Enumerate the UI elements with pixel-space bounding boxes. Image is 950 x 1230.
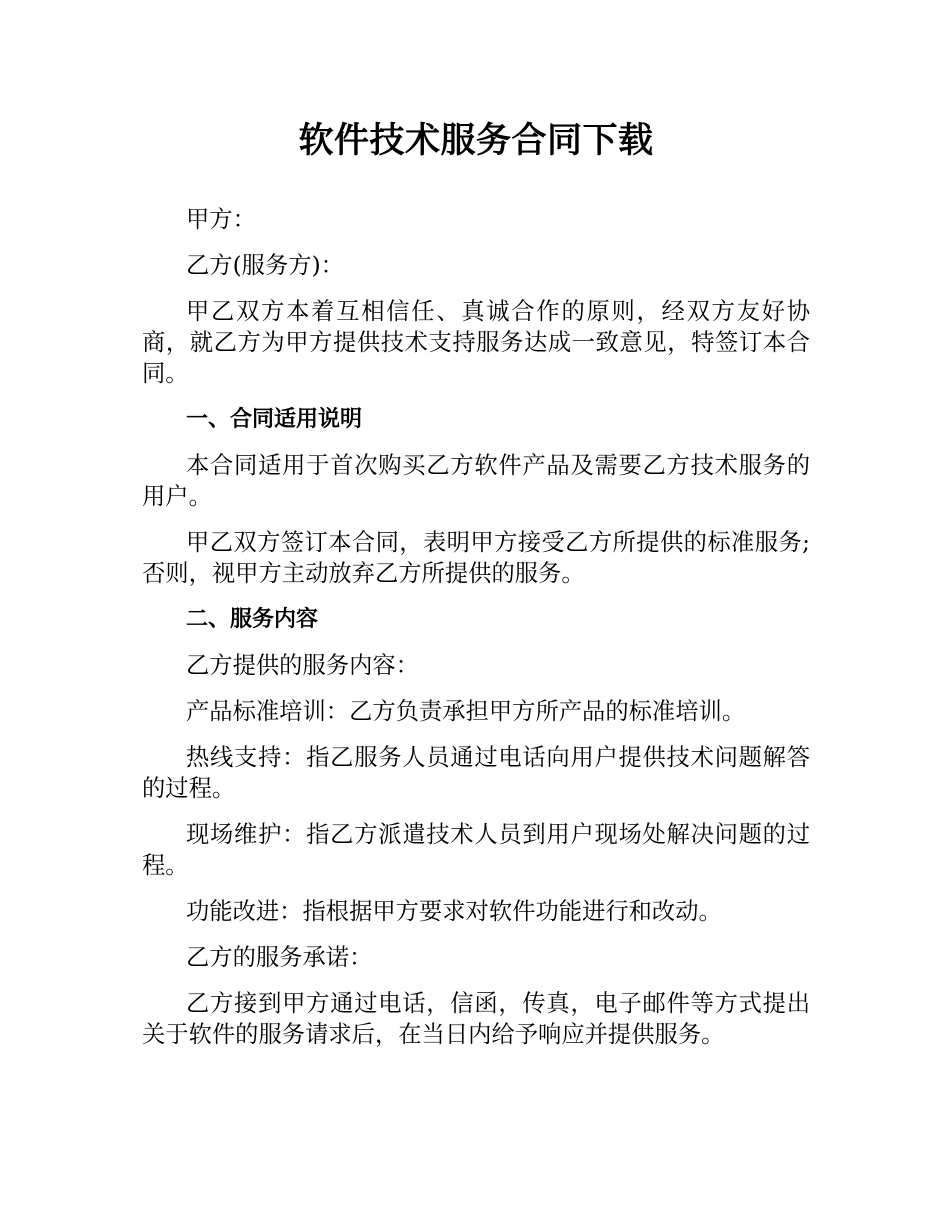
party-a: 甲方：	[186, 206, 256, 233]
party-b: 乙方(服务方)：	[186, 252, 344, 279]
service-hotline: 热线支持：指乙服务人员通过电话向用户提供技术问题解答的过程。	[142, 744, 810, 802]
acceptance-paragraph: 甲乙双方签订本合同，表明甲方接受乙方所提供的标准服务;否则，视甲方主动放弃乙方所提供的服务。	[142, 529, 810, 587]
scope-paragraph: 本合同适用于首次购买乙方软件产品及需要乙方技术服务的用户。	[142, 452, 810, 510]
document-page	[142, 0, 810, 1065]
commitment-intro: 乙方的服务承诺：	[186, 944, 373, 971]
document-body	[142, 204, 810, 1050]
service-onsite: 现场维护：指乙方派遣技术人员到用户现场处解决问题的过程。	[142, 821, 810, 879]
service-improvement: 功能改进：指根据甲方要求对软件功能进行和改动。	[186, 898, 722, 925]
section-1-heading: 一、合同适用说明	[186, 407, 363, 432]
commitment-response: 乙方接到甲方通过电话，信函，传真，电子邮件等方式提出关于软件的服务请求后，在当日内给予响应并提供服务。	[142, 990, 810, 1048]
service-content-intro: 乙方提供的服务内容：	[186, 652, 419, 679]
service-training: 产品标准培训：乙方负责承担甲方所产品的标准培训。	[186, 698, 746, 725]
preamble: 甲乙双方本着互相信任、真诚合作的原则，经双方友好协商，就乙方为甲方提供技术支持服务达成一致意见，特签订本合同。	[142, 298, 810, 387]
section-2-heading: 二、服务内容	[186, 607, 319, 632]
document-title: 软件技术服务合同下载	[298, 121, 654, 161]
